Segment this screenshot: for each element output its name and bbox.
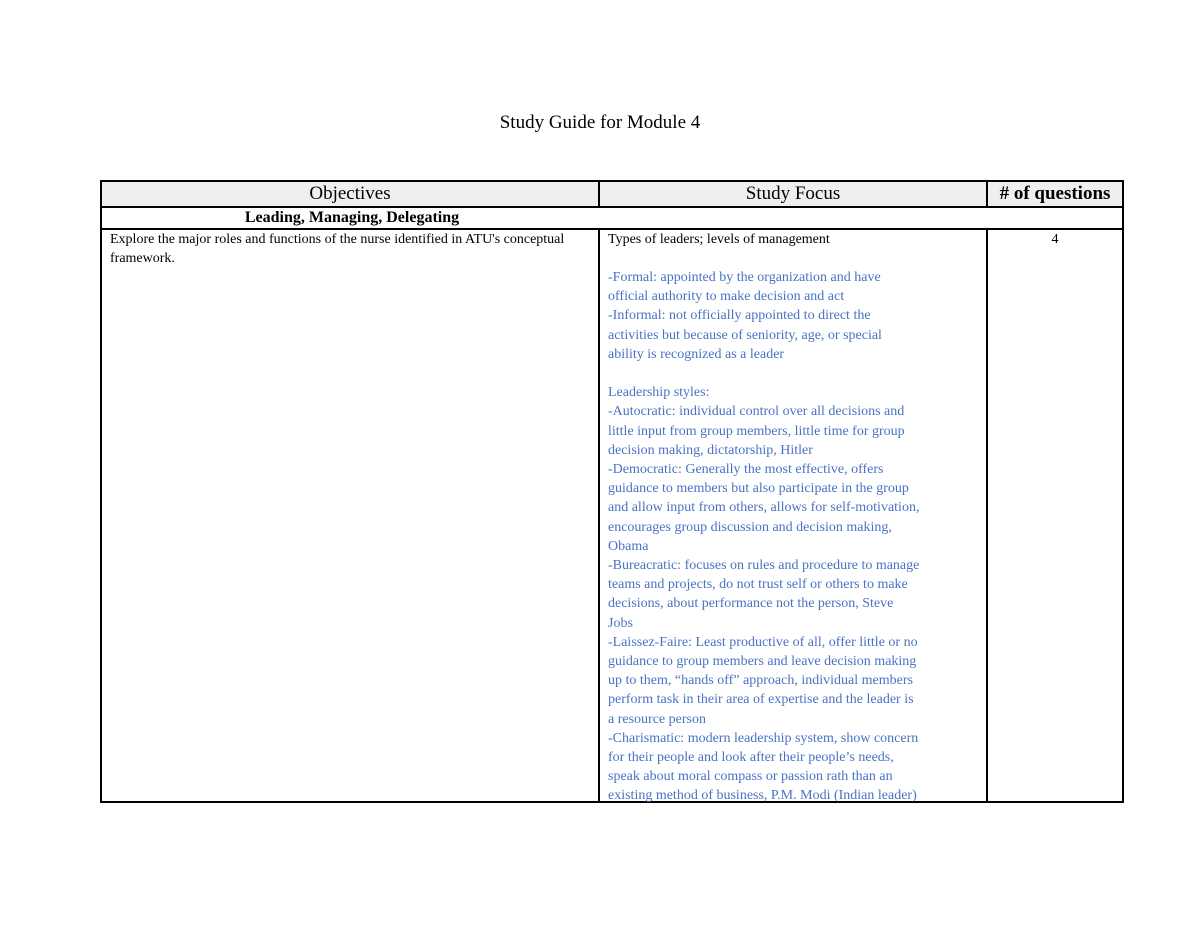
study-focus-notes: -Formal: appointed by the organization and have official authority to make decision and act -Informal: not officially appointed to direct the activities but because of seniority, age, or special ability is recognized as a leader Leadership styles: -Autocratic: individual control over all decisions and little input from group members, little time for group decision making, dictatorship, Hitler -Democratic: Generally the most effective, offers guidance to members but also participate in the group and allow input from others, allows for self-motivation, encourages group discussion and decision making, Obama -Bureacratic: focuses on rules and procedure to manage teams and projects, do not trust self or others to make decisions, about performance not the person, Steve Jobs -Laissez-Faire: Least productive of all, offer little or no guidance to group members and leave decision making up to them, “hands off” approach, individual members perform task in their area of expertise and the leader is a resource person -Charismatic: modern leadership system, show concern for their people and look after their people’s needs, speak about moral compass or passion rath than an existing method of business, P.M. Modi (Indian leader) <box>608 270 920 804</box>
header-study-focus: Study Focus <box>745 183 841 204</box>
header-divider-1 <box>598 182 600 208</box>
question-count-cell: 4 <box>1051 232 1059 247</box>
objective-cell: Explore the major roles and functions of the nurse identified in ATU's conceptual framework. <box>110 232 568 267</box>
header-objectives: Objectives <box>309 183 391 204</box>
document-title: Study Guide for Module 4 <box>499 112 701 133</box>
study-guide-table <box>100 180 1124 803</box>
section-title: Leading, Managing, Delegating <box>244 209 460 226</box>
table-header-row <box>102 182 1122 208</box>
study-focus-heading: Types of leaders; levels of management <box>608 232 830 247</box>
header-num-questions: # of questions <box>999 183 1111 204</box>
header-divider-2 <box>986 182 988 208</box>
section-row <box>102 208 1122 230</box>
body-divider-1 <box>598 228 600 803</box>
body-divider-2 <box>986 228 988 803</box>
